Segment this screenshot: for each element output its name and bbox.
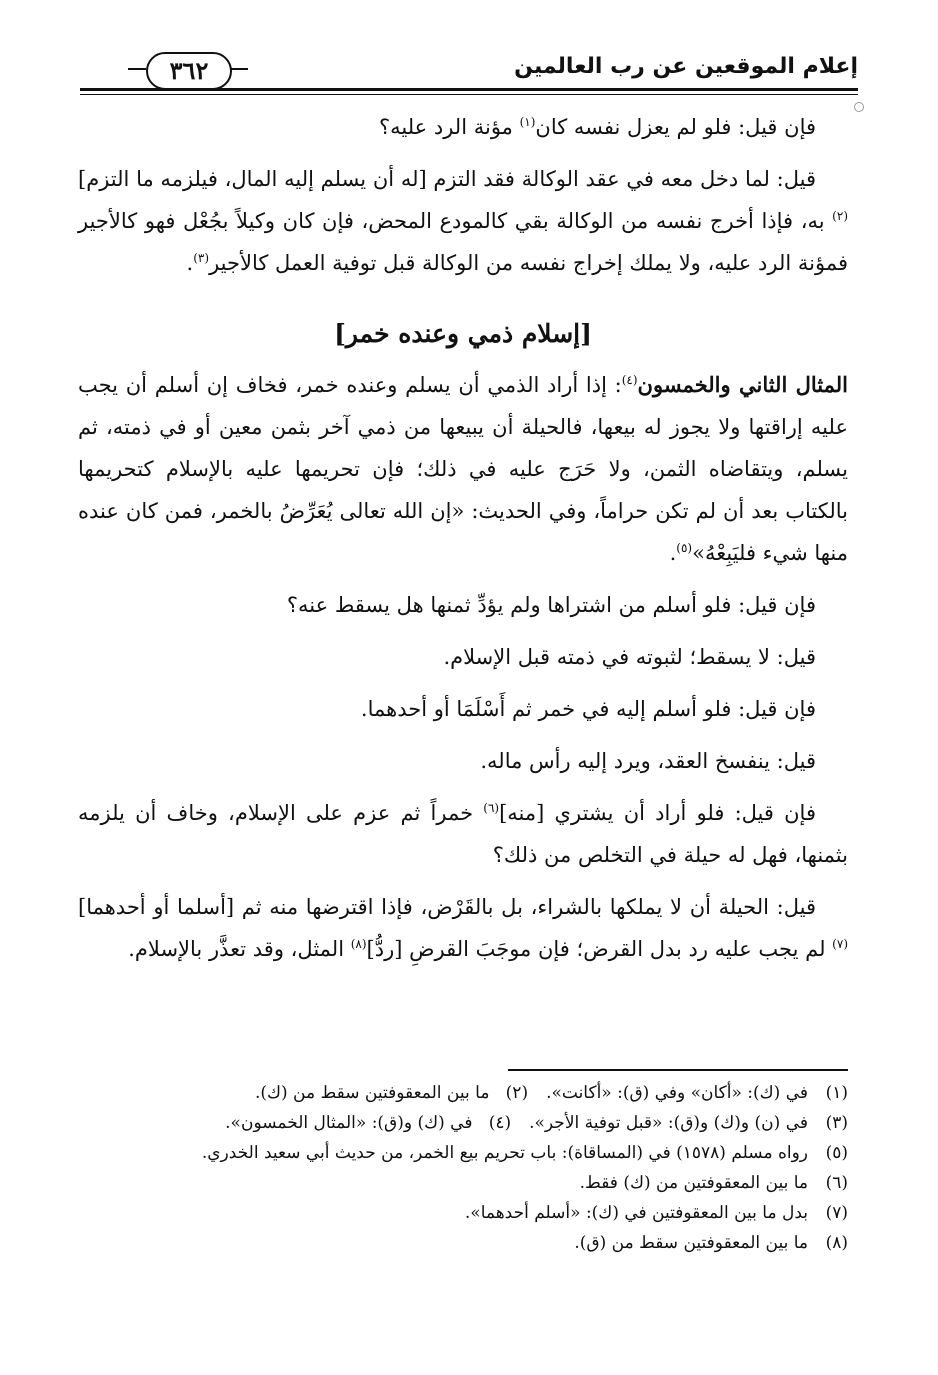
text: خمراً ثم عزم على الإسلام، وخاف أن يلزمه بثمنها، فهل له حيلة في التخلص من ذلك؟: [78, 801, 848, 867]
paragraph: [78, 886, 848, 970]
page-number-ornament: [128, 68, 146, 70]
footnote-ref: (٣): [193, 251, 210, 265]
footnote: [78, 1078, 848, 1108]
footnote: [78, 1228, 848, 1258]
paragraph: [78, 688, 848, 730]
text: المثل، وقد تعذَّر بالإسلام.: [128, 937, 351, 961]
footnote: [78, 1168, 848, 1198]
margin-mark: [854, 102, 864, 112]
footnote-number: (٨): [825, 1233, 848, 1253]
footnote: [78, 1138, 848, 1168]
main-text: [78, 106, 848, 980]
footnote-text: في (ك) و(ق): «المثال الخمسون».: [225, 1113, 473, 1133]
footnote-text: في (ك): «أكان» وفي (ق): «أكانت».: [546, 1083, 808, 1103]
footnote-number: (٥): [825, 1143, 848, 1163]
text: قيل: لما دخل معه في عقد الوكالة فقد التزم [له أن يسلم إليه المال، فيلزمه ما التزم]: [78, 167, 816, 191]
text: قيل: الحيلة أن لا يملكها بالشراء، بل بالقَرْض، فإذا اقترضها منه ثم [أسلما أو أحدهما]: [78, 895, 816, 919]
example-heading: المثال الثاني والخمسون: [637, 372, 848, 397]
section-title: [إسلام ذمي وعنده خمر]: [334, 319, 592, 348]
footnote-ref: (٢): [832, 209, 848, 223]
footnote-ref: (٤): [621, 373, 638, 387]
footnote-separator: [508, 1069, 848, 1071]
paragraph: [78, 106, 848, 148]
footnote-number: (١): [825, 1083, 848, 1103]
text: لم يجب عليه رد بدل القرض؛ فإن موجَبَ القرضِ [ردُّ]: [366, 937, 833, 961]
footnote-number: (٤): [488, 1113, 512, 1133]
text: فإن قيل: فلو أراد أن يشتري [منه]: [499, 801, 816, 825]
text: قيل: ينفسخ العقد، ويرد إليه رأس ماله.: [480, 749, 816, 773]
footnote-text: ما بين المعقوفتين سقط من (ك).: [254, 1083, 490, 1103]
text: .: [669, 541, 677, 565]
footnote-number: (٧): [825, 1203, 848, 1223]
footnote-text: ما بين المعقوفتين سقط من (ق).: [574, 1233, 808, 1253]
paragraph: [78, 584, 848, 626]
running-header: [80, 46, 858, 94]
paragraph: [78, 158, 848, 284]
footnote-ref: (٨): [350, 937, 367, 951]
header-rule-thin: [80, 94, 858, 95]
footnote-ref: (٧): [832, 937, 848, 951]
text: : إذا أراد الذمي أن يسلم وعنده خمر، فخاف إن أسلم أن يجب عليه إراقتها ولا يجوز له بيعها، فالحيلة أن يبيعها من ذمي آخر بثمن معين أو في ذمته، ثم يسلم، ويتقاضاه الثمن، ولا حَرَج عليه في ذلك؛ فإن تحريمها عليه بالإسلام كتحريمها بالكتاب بعد أن لم تكن حراماً، وفي الحديث: «إن الله تعالى يُعَرِّضُ بالخمر، فمن كان عنده منها شيء فليَبِعْهُ»: [78, 373, 848, 565]
book-title: إعلام الموقعين عن رب العالمين: [514, 54, 858, 79]
text: مؤنة الرد عليه؟: [378, 115, 520, 139]
footnotes: [78, 1078, 848, 1258]
footnote-number: (٢): [505, 1083, 529, 1103]
text: به، فإذا أخرج نفسه من الوكالة بقي كالمودع المحض، فإن كان وكيلاً بجُعْل فهو كالأجير فمؤنة الرد عليه، ولا يملك إخراج نفسه من الوكالة قبل توفية العمل كالأجير: [78, 209, 848, 275]
footnote-text: بدل ما بين المعقوفتين في (ك): «أسلم أحدهما».: [464, 1203, 808, 1223]
page-number-ornament: [230, 68, 248, 70]
text: فإن قيل: فلو لم يعزل نفسه كان: [535, 115, 816, 139]
text: فإن قيل: فلو أسلم من اشتراها ولم يؤدِّ ثمنها هل يسقط عنه؟: [286, 593, 816, 617]
footnote-text: في (ن) و(ك) و(ق): «قبل توفية الأجر».: [529, 1113, 808, 1133]
footnote-number: (٦): [825, 1173, 848, 1193]
text: .: [186, 251, 194, 275]
footnote-ref: (١): [519, 115, 536, 129]
text: فإن قيل: فلو أسلم إليه في خمر ثم أَسْلَمَا أو أحدهما.: [360, 697, 816, 721]
footnote-ref: (٦): [483, 801, 500, 815]
footnote-number: (٣): [825, 1113, 848, 1133]
footnote-text: ما بين المعقوفتين من (ك) فقط.: [579, 1173, 808, 1193]
page-number: ٣٦٢: [146, 52, 232, 90]
text: قيل: لا يسقط؛ لثبوته في ذمته قبل الإسلام.: [443, 645, 816, 669]
paragraph: [78, 792, 848, 876]
footnote-text: رواه مسلم (١٥٧٨) في (المساقاة): باب تحريم بيع الخمر، من حديث أبي سعيد الخدري.: [201, 1143, 808, 1163]
paragraph: [78, 740, 848, 782]
footnote-ref: (٥): [676, 541, 693, 555]
footnote: [78, 1198, 848, 1228]
paragraph: [78, 636, 848, 678]
paragraph: [78, 364, 848, 574]
footnote: [78, 1108, 848, 1138]
